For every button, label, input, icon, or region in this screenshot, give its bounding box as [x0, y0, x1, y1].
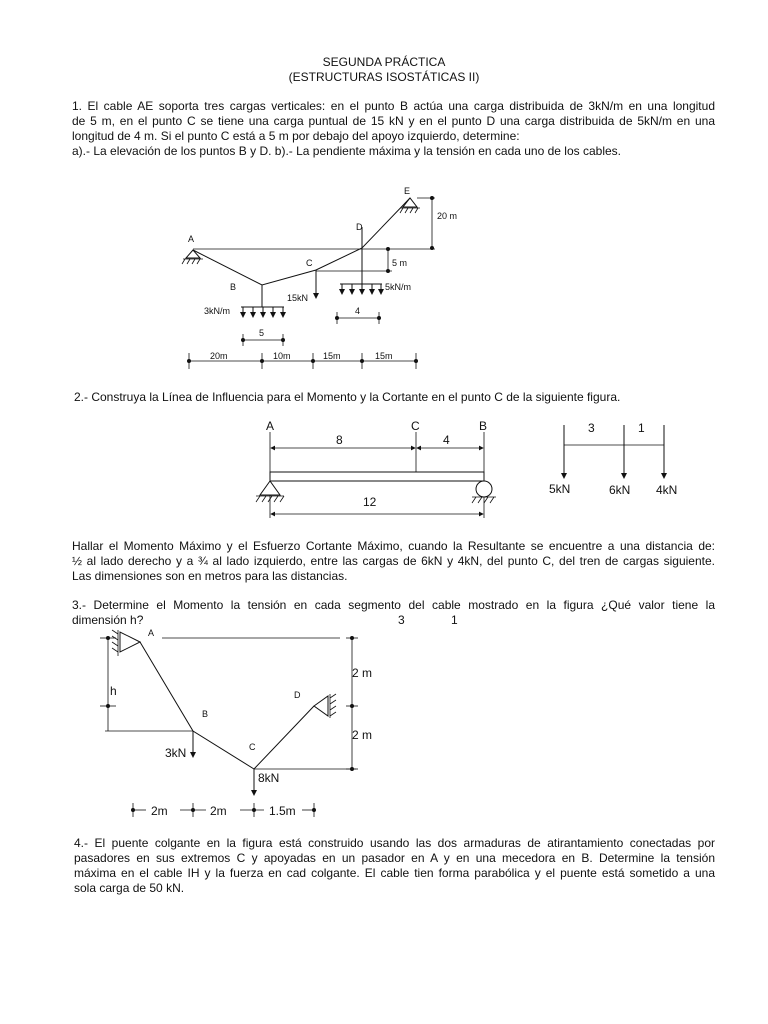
problem-1-line-2: de 5 m, en el punto C se tiene una carga puntual de 15 kN y en el punto D una carga distribuida de 5kN/m en una: [72, 114, 715, 128]
fig1-dim-5m: 5 m: [392, 258, 408, 268]
train-load-1: 5kN: [549, 482, 571, 496]
fig3-span-3: 1.5m: [269, 804, 296, 818]
fig1-dim-load-d: 4: [355, 306, 361, 316]
fig2-dim-ab: 12: [363, 495, 377, 509]
problem-1-line-4: a).- La elevación de los puntos B y D. b).- La pendiente máxima y la tensión en cada uno de los cables.: [72, 144, 621, 158]
beam: [270, 472, 484, 481]
problem-3-stray-3: 3: [398, 613, 405, 627]
train-load-2: 6kN: [609, 483, 631, 497]
fig3-load-8kn: 8kN: [258, 771, 280, 785]
train-spacing-2: 1: [638, 421, 645, 435]
fig1-load-c: 15kN: [287, 293, 309, 303]
train-load-3: 4kN: [656, 483, 678, 497]
fig1-label-e: E: [404, 186, 411, 196]
fig3-label-b: B: [202, 709, 209, 719]
fig2-dim-ac: 8: [336, 433, 343, 447]
fig1-dim-load-b: 5: [259, 328, 265, 338]
fig1-label-a: A: [188, 234, 195, 244]
fig1-span-3: 15m: [323, 351, 341, 361]
fig1-label-d: D: [356, 222, 363, 232]
train-spacing-1: 3: [588, 421, 595, 435]
fig1-label-b: B: [230, 282, 237, 292]
problem-4-line-4: sola carga de 50 kN.: [74, 881, 185, 895]
problem-4-line-3: máxima en el cable IH y la fuerza en cad colgante. El cable tien forma parabólica y el puente está sometido a una: [74, 866, 715, 880]
fig3-label-a: A: [148, 628, 155, 638]
cable-ae: [193, 198, 410, 285]
fig2-dim-cb: 4: [443, 433, 450, 447]
fig2-label-c: C: [411, 419, 420, 433]
figure-1-cable: [182, 186, 457, 369]
fig3-span-2: 2m: [210, 804, 227, 818]
distributed-load-b: [241, 307, 284, 317]
fig2-label-a: A: [266, 419, 275, 433]
fig1-span-1: 20m: [210, 351, 228, 361]
problem-3-stray-1: 1: [451, 613, 458, 627]
figure-2-beam: [256, 419, 496, 518]
problem-2-line-2: ½ al lado derecho y a ¾ al lado izquierdo, entre las cargas de 6kN y 4kN, del punto C, del tren de cargas siguiente.: [72, 554, 715, 568]
fig3-label-c: C: [249, 742, 256, 752]
dim-5m-vertical: [316, 247, 392, 273]
fig3-dim-2m-lower: 2 m: [352, 728, 373, 742]
problem-4-line-2: pasadores en sus extremos C y apoyadas en un pasador en A y en una mecedora en B. Determine la tensión: [74, 851, 715, 865]
fig1-load-d: 5kN/m: [385, 282, 412, 292]
fig1-label-c: C: [306, 258, 313, 268]
fig3-dim-2m-upper: 2 m: [352, 666, 373, 680]
fig1-dim-20m: 20 m: [437, 211, 458, 221]
page-subtitle: (ESTRUCTURAS ISOSTÁTICAS II): [288, 70, 480, 84]
load-train: [549, 421, 677, 497]
support-a-icon: [182, 250, 203, 264]
page-title: SEGUNDA PRÁCTICA: [322, 55, 446, 69]
fig3-label-h: h: [110, 684, 117, 698]
fig3-span-1: 2m: [151, 804, 168, 818]
figure-3-cable: [100, 628, 372, 818]
problem-2-line-3: Las dimensiones son en metros para las distancias.: [72, 569, 348, 583]
problem-3-line-1: 3.- Determine el Momento la tensión en cada segmento del cable mostrado en la figura ¿Qué valor tiene la: [72, 598, 715, 612]
fig3-load-3kn: 3kN: [165, 746, 187, 760]
fig2-label-b: B: [479, 419, 488, 433]
support-d3-icon: [314, 694, 336, 718]
fig3-label-d: D: [294, 690, 301, 700]
fig1-span-4: 15m: [375, 351, 393, 361]
distributed-load-d: [340, 284, 382, 294]
problem-1-line-3: longitud de 4 m. Si el punto C está a 5 m por debajo del apoyo izquierdo, determine:: [72, 129, 520, 143]
problem-4-line-1: 4.- El puente colgante en la figura está construido usando las dos armaduras de atirantamiento conectadas por: [74, 836, 715, 850]
problem-2-statement: 2.- Construya la Línea de Influencia para el Momento y la Cortante en el punto C de la siguiente figura.: [74, 390, 621, 404]
fig1-span-2: 10m: [273, 351, 291, 361]
dim-20m-vertical: [417, 196, 435, 250]
fig1-load-b: 3kN/m: [204, 306, 231, 316]
support-a3-icon: [112, 630, 140, 656]
problem-1-line-1: 1. El cable AE soporta tres cargas verticales: en el punto B actúa una carga distribuida de 3kN/m en una longitud: [72, 99, 715, 113]
problem-3-line-2: dimensión h?: [72, 613, 144, 627]
problem-2-line-1: Hallar el Momento Máximo y el Esfuerzo Cortante Máximo, cuando la Resultante se encuentre a una distancia de:: [72, 539, 715, 553]
